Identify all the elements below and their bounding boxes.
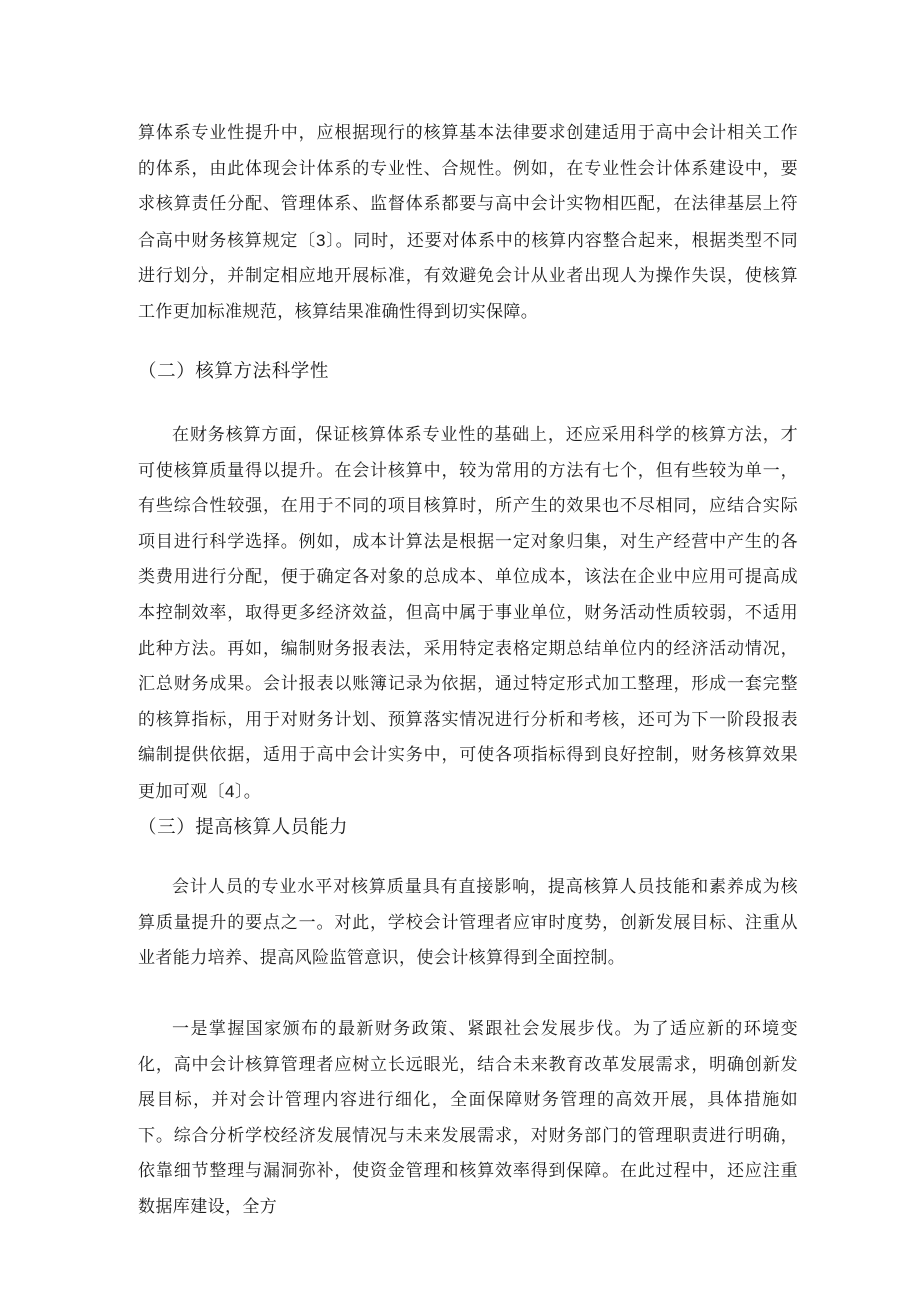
paragraph-accounting-system [138, 116, 798, 331]
paragraph-text: 算体系专业性提升中，应根据现行的核算基本法律要求创建适用于高中会计相关工作的体系，由此体现会计体系的专业性、合规性。例如，在专业性会计体系建设中，要求核算责任分配、管理体系、监督体系都要与高中会计实物相匹配，在法律基层上符合高中财务核算规定 [138, 123, 798, 251]
citation-3: 〔3〕 [298, 230, 336, 250]
section-heading-personnel: （三）提高核算人员能力 [138, 817, 349, 838]
citation-4: 〔4〕 [207, 781, 244, 801]
paragraph-text-continued: 。 [243, 781, 262, 802]
paragraph-text: 在财务核算方面，保证核算体系专业性的基础上，还应采用科学的核算方法，才可使核算质量得以提升。在会计核算中，较为常用的方法有七个，但有些较为单一，有些综合性较强，在用于不同的项目核算时，所产生的效果也不尽相同，应结合实际项目进行科学选择。例如，成本计算法是根据一定对象归集，对生产经营中产生的各类费用进行分配，便于确定各对象的总成本、单位成本，该法在企业中应用可提高成本控制效率，取得更多经济效益，但高中属于事业单位，财务活动性质较弱，不适用此种方法。再如，编制财务报表法，采用特定表格定期总结单位内的经济活动情况，汇总财务成果。会计报表以账簿记录为依据，通过特定形式加工整理，形成一套完整的核算指标，用于对财务计划、预算落实情况进行分析和考核，还可为下一阶段报表编制提供依据，适用于高中会计实务中，可使各项指标得到良好控制，财务核算效果更加可观 [138, 425, 798, 802]
paragraph-text-continued: 。同时，还要对体系中的核算内容整合起来，根据类型不同进行划分，并制定相应地开展标准，有效避免会计从业者出现人为操作失误，使核算工作更加标准规范，核算结果准确性得到切实保障。 [138, 230, 798, 322]
paragraph-personnel-intro: 会计人员的专业水平对核算质量具有直接影响，提高核算人员技能和素养成为核算质量提升的要点之一。对此，学校会计管理者应审时度势，创新发展目标、注重从业者能力培养、提高风险监管意识，使会计核算得到全面控制。 [138, 877, 798, 969]
section-heading-method: （二）核算方法科学性 [138, 361, 330, 382]
paragraph-method [138, 418, 798, 811]
paragraph-personnel-measure-one: 一是掌握国家颁布的最新财务政策、紧跟社会发展步伐。为了适应新的环境变化，高中会计核算管理者应树立长远眼光，结合未来教育改革发展需求，明确创新发展目标，并对会计管理内容进行细化，全面保障财务管理的高效开展，具体措施如下。综合分析学校经济发展情况与未来发展需求，对财务部门的管理职责进行明确，依靠细节整理与漏洞弥补，使资金管理和核算效率得到保障。在此过程中，还应注重数据库建设，全方 [138, 1019, 798, 1217]
